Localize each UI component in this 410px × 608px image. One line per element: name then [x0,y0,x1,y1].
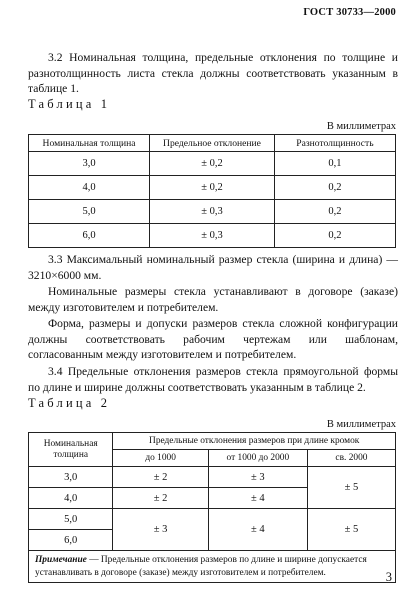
table-2-caption: Таблица 2 [28,396,111,410]
table-1-header-deviation: Предельное отклонение [150,135,275,152]
table-cell: 6,0 [29,530,113,551]
table-cell: ± 3 [208,467,307,488]
table-1-caption: Таблица 1 [28,97,111,111]
table-cell: 3,0 [29,467,113,488]
table-cell: ± 2 [113,488,208,509]
table-1-units: В миллиметрах [326,121,396,132]
table-cell: 5,0 [29,200,150,224]
table-row [29,200,396,224]
table-2-subheader-over-2000: св. 2000 [307,450,395,467]
table-cell: 0,2 [274,176,395,200]
table-2-note-row [29,551,396,583]
table-1 [28,134,396,248]
note-text: — Предельные отклонения размеров по длине и ширине допускается устанавливать в договоре (заказе) между изготовителем и потребителем. [35,555,367,578]
note-label: Примечание [35,555,87,565]
section-3-3-text-3: Форма, размеры и допуски размеров стекла сложной конфигурации должны соответствовать рабочим чертежам или шаблонам, согласованным между изготовителем и потребителем. [28,317,398,361]
table-cell: ± 0,2 [150,152,275,176]
table-cell: ± 5 [307,509,395,551]
table-cell: ± 2 [113,467,208,488]
table-2 [28,432,396,583]
table-row [29,152,396,176]
table-2-header-thickness: Номинальная толщина [29,433,113,467]
table-2-units: В миллиметрах [326,419,396,430]
table-cell: 3,0 [29,152,150,176]
table-row [29,176,396,200]
table-1-header-row [29,135,396,152]
table-cell: ± 3 [113,509,208,551]
table-cell: 4,0 [29,488,113,509]
table-1-header-variation: Разнотолщинность [274,135,395,152]
table-cell: ± 0,3 [150,200,275,224]
table-cell: ± 0,3 [150,224,275,248]
section-3-3-text-1: 3.3 Максимальный номинальный размер стекла (ширина и длина) — 3210×6000 мм. [28,253,398,282]
table-2-subheader-up-to-1000: до 1000 [113,450,208,467]
section-3-2-text: 3.2 Номинальная толщина, предельные отклонения по толщине и разнотолщинность листа стекла должны соответствовать указанным в таблице 1. [28,51,398,95]
table-2-header-group: Предельные отклонения размеров при длине кромок [113,433,396,450]
table-2-subheader-1000-2000: от 1000 до 2000 [208,450,307,467]
table-cell: ± 4 [208,509,307,551]
table-cell: ± 4 [208,488,307,509]
table-cell: ± 5 [307,467,395,509]
section-3-4-text: 3.4 Предельные отклонения размеров стекла прямоугольной формы по длине и ширине должны соответствовать указанным в таблице 2. [28,365,398,394]
table-cell: 5,0 [29,509,113,530]
table-cell: 0,2 [274,200,395,224]
table-cell: 4,0 [29,176,150,200]
table-cell: ± 0,2 [150,176,275,200]
table-1-header-thickness: Номинальная толщина [29,135,150,152]
table-cell: 0,2 [274,224,395,248]
table-row [29,224,396,248]
table-row [29,509,396,530]
table-cell: 0,1 [274,152,395,176]
table-2-note [29,551,396,583]
standard-code: ГОСТ 30733—2000 [303,7,396,18]
table-2-header-row [29,433,396,450]
page-number: 3 [385,570,392,584]
table-row [29,467,396,488]
section-3-3-text-2: Номинальные размеры стекла устанавливают в договоре (заказе) между изготовителем и потребителем. [28,285,398,314]
table-cell: 6,0 [29,224,150,248]
